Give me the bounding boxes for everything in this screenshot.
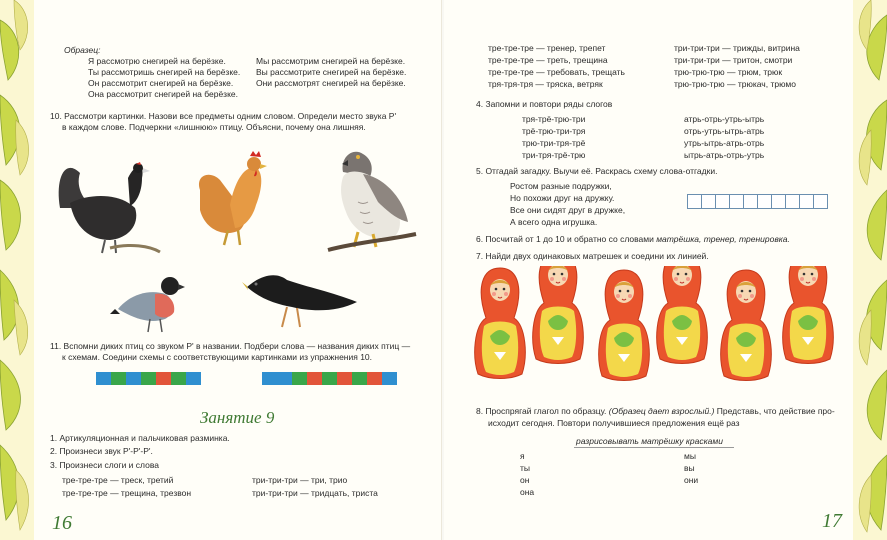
hen-image [190,150,270,250]
conjugation-phrase: разрисовывать матрёшку красками [576,436,723,446]
pronoun: мы [684,451,696,461]
task-7-text: 7. Найди двух одинаковых матрешек и соедини их линией. [476,251,709,261]
pronoun: они [684,475,699,485]
sample-line: Я рассмотрю снегирей на берёзке. [88,56,226,66]
word-line: трю-трю-трю — трюм, трюк [674,67,783,77]
lesson-item: 3. Произнеси слоги и слова [50,460,159,470]
word-line: тре-тре-тре — треть, трещина [488,55,608,65]
syllable-line: три-три-три — три, трио [252,475,348,485]
syllable-line: тре-тре-тре — трещина, трезвон [62,488,192,498]
task-6-text [476,234,790,245]
syllable-line: три-три-три — тридцать, триста [252,488,378,498]
task-10-text: 10. Рассмотри картинки. Назови все предметы одним словом. Определи место звука Р' [50,111,397,121]
syllable-row: трё-трю-три-тря [522,126,586,136]
sample-line: Она рассмотрит снегирей на берёзке. [88,89,238,99]
pronoun: он [520,475,530,485]
sample-line: Вы рассмотрите снегирей на берёзке. [256,67,407,77]
phrase-underline [574,447,734,448]
task-5-text: 5. Отгадай загадку. Выучи её. Раскрась схему слова-отгадки. [476,166,718,176]
syllable-row: ытрь-атрь-отрь-утрь [684,150,765,160]
task-6-words: матрёшка, тренер, тренировка. [656,234,790,244]
bullfinch-image [110,264,190,334]
lesson-item: 1. Артикуляционная и пальчиковая разминка. [50,433,230,443]
riddle-answer-scheme[interactable] [687,194,827,209]
syllable-row: три-тря-трё-трю [522,150,586,160]
leaf-border-right [853,0,887,540]
page-number-right: 17 [822,510,842,532]
task-10-text: в каждом слове. Подчеркни «лишнюю» птицу. Объясни, почему она лишняя. [62,122,366,132]
riddle-line: Все они сидят друг в дружке, [510,205,626,215]
sample-label: Образец: [64,45,101,55]
left-page [0,0,443,540]
syllable-row: трю-три-тря-трё [522,138,586,148]
syllable-line: тре-тре-тре — треск, третий [62,475,174,485]
capercaillie-image [50,148,162,258]
task-8-rest: Представь, что действие про- [714,406,835,416]
pronoun: ты [520,463,531,473]
word-line: тря-тря-тря — тряска, ветряк [488,79,603,89]
starling-image [242,262,362,332]
word-scheme-1 [96,372,201,385]
word-line: три-три-три — трижды, витрина [674,43,800,53]
matryoshka-row-image [474,266,844,384]
syllable-row: отрь-утрь-ытрь-атрь [684,126,765,136]
hawk-image [318,142,418,258]
task-8-prefix: 8. Проспрягай глагол по образцу. [476,406,609,416]
lesson-item: 2. Произнеси звук Р'-Р'-Р'. [50,446,153,456]
word-line: тре-тре-тре — тренер, трепет [488,43,606,53]
task-8-text [476,406,835,417]
task-11-text: 11. Вспомни диких птиц со звуком Р' в названии. Подбери слова — названия диких птиц — [50,341,411,351]
syllable-row: утрь-ытрь-атрь-отрь [684,138,765,148]
riddle-line: Но похожи друг на дружку. [510,193,615,203]
word-line: трю-трю-трю — трюкач, трюмо [674,79,796,89]
right-page [444,0,887,540]
pronoun: я [520,451,525,461]
page-number-left: 16 [52,512,72,534]
syllable-row: атрь-отрь-утрь-ытрь [684,114,765,124]
sample-line: Мы рассмотрим снегирей на берёзке. [256,56,406,66]
word-scheme-2 [262,372,397,385]
sample-line: Они рассмотрят снегирей на берёзке. [256,78,406,88]
syllable-row: тря-трё-трю-три [522,114,586,124]
task-6-prefix: 6. Посчитай от 1 до 10 и обратно со словами [476,234,657,244]
leaf-border-left [0,0,34,540]
lesson-title: Занятие 9 [200,408,275,427]
riddle-line: А всего одна игрушка. [510,217,598,227]
word-line: тре-тре-тре — требовать, трещать [488,67,625,77]
pronoun: она [520,487,535,497]
task-8-text-line2: исходит сегодня. Повтори получившиеся предложения ещё раз [488,418,740,428]
pronoun: вы [684,463,695,473]
sample-line: Ты рассмотришь снегирей на берёзке. [88,67,241,77]
task-8-italic: (Образец дает взрослый.) [608,406,715,416]
word-line: три-три-три — тритон, смотри [674,55,793,65]
riddle-line: Ростом разные подружки, [510,181,612,191]
task-11-text: к схемам. Соедини схемы с соответствующими картинками из упражнения 10. [62,352,373,362]
task-4-text: 4. Запомни и повтори ряды слогов [476,99,613,109]
sample-line: Он рассмотрит снегирей на берёзке. [88,78,234,88]
